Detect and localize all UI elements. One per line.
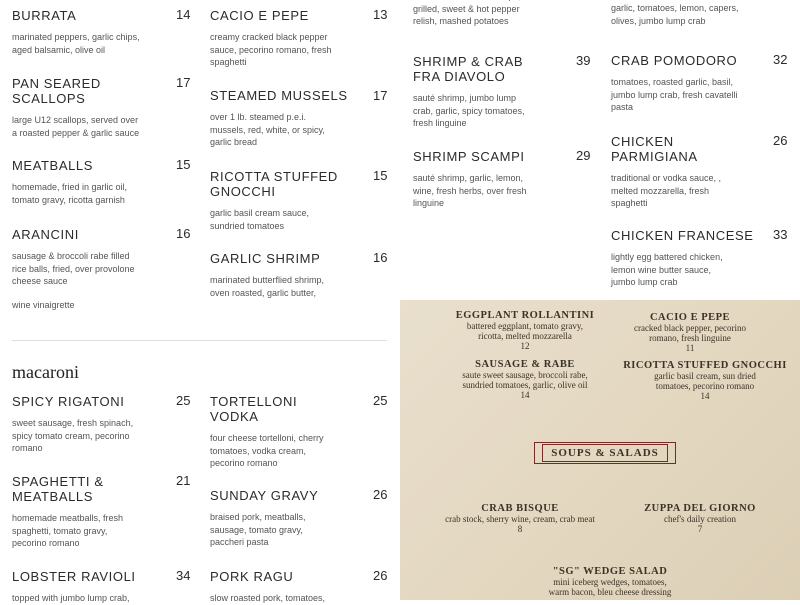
menu-item[interactable] (611, 228, 781, 289)
item-price: 13 (373, 7, 388, 22)
item-price: 25 (176, 393, 191, 408)
menu-item[interactable] (413, 54, 583, 130)
item-description: four cheese tortelloni, cherry tomatoes, vodka cream, pecorino romano (210, 433, 324, 468)
item-name: SPAGHETTI & MEATBALLS (12, 474, 104, 504)
paper-menu-item (440, 310, 610, 351)
item-price: 16 (373, 250, 388, 265)
paper-item-title: "SG" WEDGE SALAD (552, 566, 668, 577)
paper-item-title: CACIO E PEPE (649, 312, 731, 323)
menu-item[interactable] (210, 488, 380, 549)
paper-item-description: mini iceberg wedges, tomatoes, warm bacon, bleu cheese dressing (548, 577, 672, 597)
menu-item[interactable] (12, 227, 192, 288)
menu-item[interactable] (210, 569, 380, 605)
item-description: sauté shrimp, jumbo lump crab, garlic, spicy tomatoes, fresh linguine (413, 93, 525, 128)
item-description: tomatoes, roasted garlic, basil, jumbo lump crab, fresh cavatelli pasta (611, 77, 738, 112)
paper-item-price: 14 (700, 391, 710, 401)
paper-item-title: SAUSAGE & RABE (475, 359, 575, 370)
item-name: GARLIC SHRIMP (210, 251, 321, 266)
stray-description: wine vinaigrette (12, 300, 75, 310)
menu-item[interactable] (210, 169, 380, 232)
item-description: marinated butterflied shrimp, oven roasted, garlic butter, (210, 275, 325, 298)
item-description: traditional or vodka sauce, , melted mozzarella, fresh spaghetti (611, 173, 722, 208)
paper-menu-item (510, 566, 710, 597)
menu-left-pane (0, 0, 400, 603)
item-name: STEAMED MUSSELS (210, 88, 348, 103)
item-description: garlic basil cream sauce, sundried tomatoes (210, 208, 310, 231)
menu-item[interactable] (210, 8, 380, 69)
item-name: PORK RAGU (210, 569, 294, 584)
item-name: CHICKEN FRANCESE (611, 228, 754, 243)
item-name: PAN SEARED SCALLOPS (12, 76, 101, 106)
paper-item-title: ZUPPA DEL GIORNO (644, 503, 756, 514)
fragment-description: grilled, sweet & hot pepper relish, mashed potatoes (413, 3, 520, 26)
item-price: 26 (373, 487, 388, 502)
menu-item[interactable] (210, 394, 380, 470)
item-description: sauté shrimp, garlic, lemon, wine, fresh herbs, over fresh linguine (413, 173, 527, 208)
item-name: CACIO E PEPE (210, 8, 309, 23)
menu-item[interactable] (12, 158, 192, 206)
item-description: over 1 lb. steamed p.e.i. mussels, red, white, or spicy, garlic bread (210, 112, 325, 147)
item-price: 26 (373, 568, 388, 583)
item-name: SUNDAY GRAVY (210, 488, 319, 503)
paper-item-title: RICOTTA STUFFED GNOCCHI (623, 360, 787, 371)
item-description: sausage & broccoli rabe filled rice balls, fried, over provolone cheese sauce (12, 251, 135, 286)
item-description: large U12 scallops, served over a roasted pepper & garlic sauce (12, 115, 140, 138)
item-name: CRAB POMODORO (611, 53, 738, 68)
item-description: homemade, fried in garlic oil, tomato gravy, ricotta garnish (12, 182, 128, 205)
item-description: slow roasted pork, tomatoes, (210, 593, 326, 603)
menu-right-pane (400, 0, 800, 300)
paper-item-price: 7 (697, 524, 703, 534)
fragment-description: garlic, tomatoes, lemon, capers, olives, jumbo lump crab (611, 3, 739, 26)
section-divider (12, 340, 387, 341)
section-banner-label: SOUPS & SALADS (542, 444, 668, 462)
paper-menu-item (605, 312, 775, 353)
paper-item-title: CRAB BISQUE (481, 503, 559, 514)
paper-item-description: crab stock, sherry wine, cream, crab meat (445, 514, 595, 524)
item-description: homemade meatballs, fresh spaghetti, tomato gravy, pecorino romano (12, 513, 124, 548)
paper-item-price: 8 (517, 524, 523, 534)
item-name: SHRIMP SCAMPI (413, 149, 525, 164)
paper-item-price: 11 (685, 343, 695, 353)
item-name: MEATBALLS (12, 158, 94, 173)
item-name: LOBSTER RAVIOLI (12, 569, 136, 584)
menu-item[interactable] (12, 8, 192, 56)
section-title: macaroni (12, 362, 79, 382)
paper-menu-item (610, 360, 800, 401)
item-price: 21 (176, 473, 191, 488)
item-name: SPICY RIGATONI (12, 394, 125, 409)
section-banner (534, 442, 676, 464)
item-description: lightly egg battered chicken, lemon wine butter sauce, jumbo lump crab (611, 252, 723, 287)
paper-item-price: 12 (520, 341, 530, 351)
paper-item-description: battered eggplant, tomato gravy, ricotta, melted mozzarella (466, 321, 584, 341)
paper-menu-item (420, 359, 630, 400)
paper-menu-item (620, 503, 780, 534)
item-description: topped with jumbo lump crab, (12, 593, 130, 603)
paper-item-title: EGGPLANT ROLLANTINI (455, 310, 595, 321)
menu-item[interactable] (611, 53, 781, 114)
menu-item[interactable] (12, 474, 192, 550)
item-price: 17 (373, 88, 388, 103)
item-price: 26 (773, 133, 788, 148)
item-name: RICOTTA STUFFED GNOCCHI (210, 169, 338, 199)
item-price: 25 (373, 393, 388, 408)
item-name: CHICKEN PARMIGIANA (611, 134, 698, 164)
paper-menu-photo (400, 300, 800, 600)
paper-item-description: cracked black pepper, pecorino romano, fresh linguine (633, 323, 747, 343)
menu-item[interactable] (12, 76, 192, 139)
item-price: 32 (773, 52, 788, 67)
item-price: 16 (176, 226, 191, 241)
item-price: 14 (176, 7, 191, 22)
item-price: 33 (773, 227, 788, 242)
item-price: 15 (373, 168, 388, 183)
paper-item-description: garlic basil cream, sun dried tomatoes, pecorino romano (654, 371, 756, 391)
paper-item-description: saute sweet sausage, broccoli rabe, sundried tomatoes, garlic, olive oil (462, 370, 588, 390)
menu-item[interactable] (413, 149, 583, 210)
item-price: 29 (576, 148, 591, 163)
item-name: ARANCINI (12, 227, 79, 242)
item-price: 34 (176, 568, 191, 583)
item-name: BURRATA (12, 8, 77, 23)
item-description: braised pork, meatballs, sausage, tomato gravy, paccheri pasta (210, 512, 306, 547)
menu-item[interactable] (210, 88, 380, 149)
menu-item[interactable] (12, 569, 192, 605)
item-description: marinated peppers, garlic chips, aged balsamic, olive oil (12, 32, 140, 55)
item-price: 17 (176, 75, 191, 90)
menu-item[interactable] (210, 251, 380, 298)
item-price: 15 (176, 157, 191, 172)
item-name: SHRIMP & CRAB FRA DIAVOLO (413, 54, 524, 84)
item-price: 39 (576, 53, 591, 68)
paper-item-price: 14 (520, 390, 530, 400)
item-description: creamy cracked black pepper sauce, pecorino romano, fresh spaghetti (210, 32, 332, 67)
menu-item[interactable] (12, 394, 192, 455)
menu-item[interactable] (611, 134, 781, 210)
paper-item-description: chef's daily creation (663, 514, 737, 524)
item-description: sweet sausage, fresh spinach, spicy tomato cream, pecorino romano (12, 418, 134, 453)
item-name: TORTELLONI VODKA (210, 394, 298, 424)
paper-menu-item (420, 503, 620, 534)
